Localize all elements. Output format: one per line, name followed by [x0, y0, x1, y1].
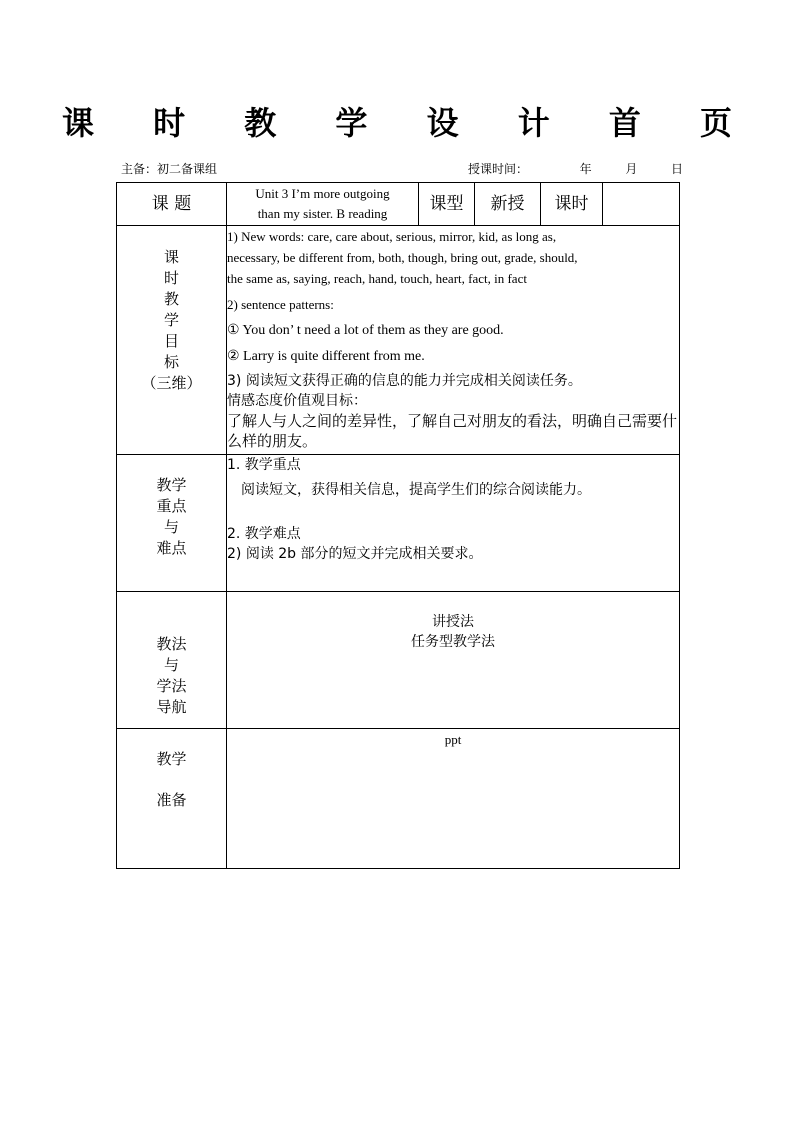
topic-row: [117, 183, 680, 226]
pattern-2: ② Larry is quite different from me.: [227, 349, 425, 364]
methods-label-line: 学法: [156, 677, 187, 695]
new-words-line: necessary, be different from, both, though, bring out, grade, should,: [227, 250, 578, 265]
objectives-label-char: 时: [163, 269, 179, 287]
methods-content: [227, 592, 680, 729]
key-points-row: [117, 455, 680, 592]
key-points-label-line: 教学: [156, 476, 187, 494]
time-label: 授课时间：: [468, 162, 529, 176]
lesson-plan-table: [116, 182, 680, 869]
patterns-heading: 2) sentence patterns:: [227, 297, 334, 312]
topic-line-2: than my sister. B reading: [257, 206, 388, 221]
month-label: 月: [625, 162, 638, 176]
topic-line-1: Unit 3 I’m more outgoing: [255, 186, 390, 201]
preparation-value: ppt: [444, 732, 462, 747]
objectives-label-char: （三维）: [141, 374, 202, 392]
objectives-label: [117, 226, 227, 455]
page-title: 课 时 教 学 设 计 首 页: [62, 104, 756, 142]
objectives-label-char: 目: [163, 332, 179, 350]
methods-label-line: 教法: [156, 635, 187, 653]
preparation-row: [117, 729, 680, 869]
new-words-line: 1) New words: care, care about, serious, mirror, kid, as long as,: [227, 229, 557, 244]
objectives-row: [117, 226, 680, 455]
ability-objective: 3) 阅读短文获得正确的信息的能力并完成相关阅读任务。: [227, 373, 582, 389]
key-points-label-line: 难点: [156, 539, 187, 557]
teaching-time: [468, 160, 683, 177]
emotion-heading: 情感态度价值观目标：: [227, 393, 367, 409]
topic-cell: [227, 183, 419, 226]
methods-row: [117, 592, 680, 729]
objectives-label-char: 学: [163, 311, 179, 329]
objectives-content: [227, 226, 680, 455]
type-value: 新授: [475, 183, 541, 226]
new-words-line: the same as, saying, reach, hand, touch, heart, fact, in fact: [227, 271, 527, 286]
key-points-label-line: 与: [163, 518, 179, 536]
topic-label: 课 题: [117, 183, 227, 226]
preparer-label: 主备：初二备课组: [121, 162, 218, 176]
hours-value: [603, 183, 680, 226]
difficult-point-text: 2) 阅读 2b 部分的短文并完成相关要求。: [227, 546, 483, 562]
preparation-label: [117, 729, 227, 869]
key-points-content: [227, 455, 680, 592]
year-label: 年: [579, 162, 592, 176]
key-points-label: [117, 455, 227, 592]
key-point-heading: 1. 教学重点: [227, 457, 301, 473]
pattern-1: ① You don’ t need a lot of them as they are good.: [227, 323, 504, 338]
methods-label: [117, 592, 227, 729]
key-point-text: 阅读短文，获得相关信息，提高学生们的综合阅读能力。: [241, 482, 591, 498]
learning-method: 任务型教学法: [411, 634, 495, 650]
type-label: 课型: [419, 183, 475, 226]
hours-label: 课时: [541, 183, 603, 226]
difficult-point-heading: 2. 教学难点: [227, 526, 301, 542]
methods-label-line: 与: [163, 656, 179, 674]
day-label: 日: [671, 162, 684, 176]
methods-label-line: 导航: [156, 698, 187, 716]
teaching-method: 讲授法: [432, 614, 474, 630]
objectives-label-char: 教: [163, 290, 179, 308]
key-points-label-line: 重点: [156, 497, 187, 515]
emotion-text: 了解人与人之间的差异性，了解自己对朋友的看法，明确自己需要什么样的朋友。: [227, 412, 678, 450]
preparation-label-line: 准备: [156, 791, 187, 809]
preparation-content: [227, 729, 680, 869]
objectives-label-char: 课: [163, 248, 179, 266]
objectives-label-char: 标: [163, 353, 179, 371]
preparation-label-line: 教学: [156, 750, 187, 768]
